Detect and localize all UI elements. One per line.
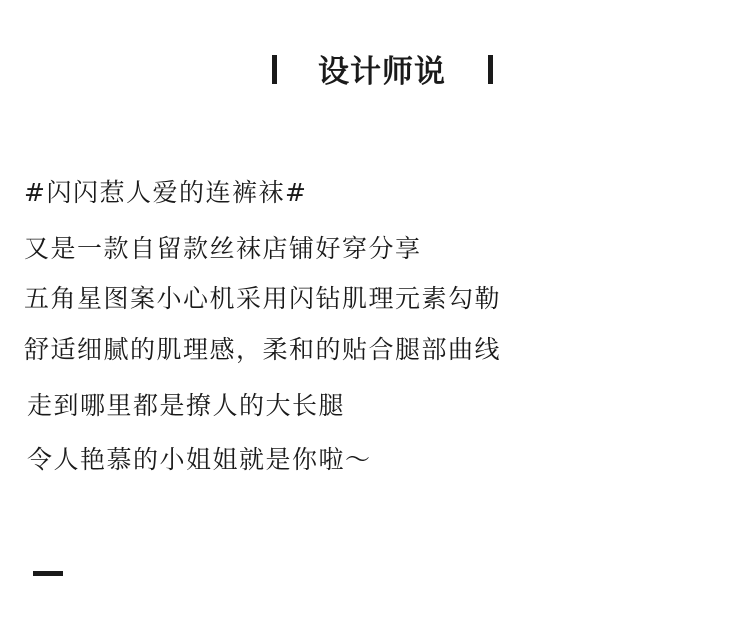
content-line-4: 舒适细腻的肌理感，柔和的贴合腿部曲线 xyxy=(24,335,502,364)
content-line-hashtag: #闪闪惹人爱的连裤袜# xyxy=(24,178,308,207)
section-title: 设计师说 xyxy=(318,54,446,90)
content-line-2: 又是一款自留款丝袜店铺好穿分享 xyxy=(24,234,422,263)
content-line-5: 走到哪里都是撩人的大长腿 xyxy=(27,391,346,420)
title-right-bar xyxy=(488,55,493,84)
content-line-6: 令人艳慕的小姐姐就是你啦～ xyxy=(27,445,372,474)
section-header xyxy=(0,50,750,94)
bottom-divider xyxy=(33,571,63,576)
content-line-3: 五角星图案小心机采用闪钻肌理元素勾勒 xyxy=(24,284,502,313)
title-left-bar xyxy=(272,55,277,84)
